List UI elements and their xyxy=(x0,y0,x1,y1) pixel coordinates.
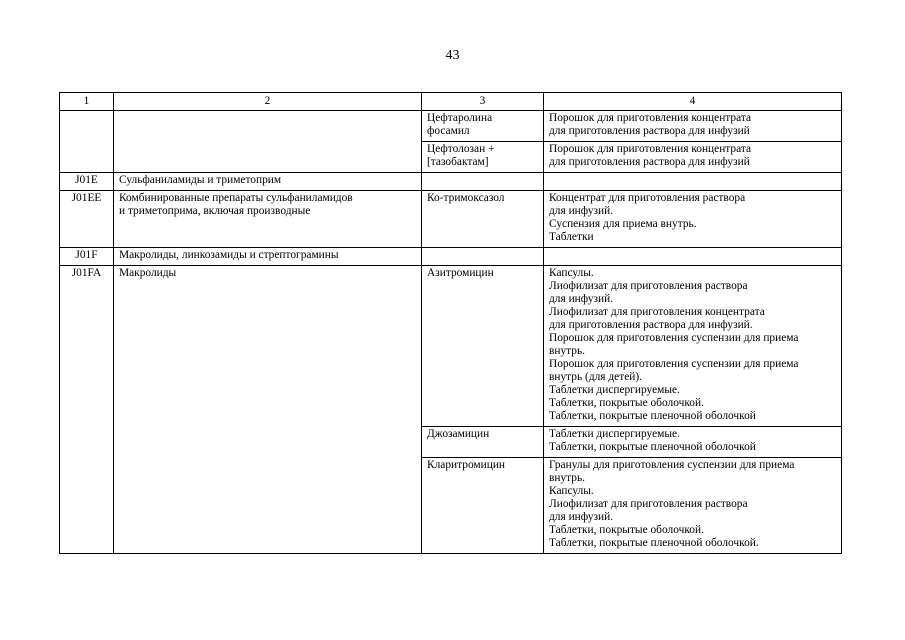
pharm-group-line: Сульфаниламиды и триметоприм xyxy=(119,174,282,186)
dosage-forms-line: Порошок для приготовления суспензии для приема xyxy=(549,332,799,344)
atc-code xyxy=(60,111,114,173)
drug-name-line: Кларитромицин xyxy=(427,459,506,471)
drug-name-line: фосамил xyxy=(427,125,470,137)
table-row xyxy=(60,266,842,427)
atc-code: J01F xyxy=(60,248,114,266)
dosage-forms-line: Лиофилизат для приготовления концентрата xyxy=(549,306,765,318)
dosage-forms-line: Таблетки, покрытые пленочной оболочкой xyxy=(549,441,756,453)
dosage-forms-line: Таблетки, покрытые пленочной оболочкой xyxy=(549,410,756,422)
dosage-forms-line: внутрь (для детей). xyxy=(549,371,643,383)
dosage-forms-line: для инфузий. xyxy=(549,511,614,523)
dosage-forms-line: Лиофилизат для приготовления раствора xyxy=(549,280,748,292)
dosage-forms-line: для инфузий. xyxy=(549,205,614,217)
dosage-forms xyxy=(544,427,842,458)
dosage-forms-line: Порошок для приготовления концентрата xyxy=(549,112,752,124)
dosage-forms-line: для приготовления раствора для инфузий xyxy=(549,156,750,168)
drug-name xyxy=(422,266,544,427)
pharm-group xyxy=(114,191,422,248)
drug-table xyxy=(59,92,842,554)
header-col-4: 4 xyxy=(544,93,842,111)
dosage-forms xyxy=(544,191,842,248)
header-col-2: 2 xyxy=(114,93,422,111)
drug-name-line: [тазобактам] xyxy=(427,156,489,168)
table-row xyxy=(60,191,842,248)
dosage-forms xyxy=(544,142,842,173)
table-row xyxy=(60,111,842,142)
dosage-forms-line: Таблетки диспергируемые. xyxy=(549,428,680,440)
dosage-forms xyxy=(544,248,842,266)
drug-name xyxy=(422,458,544,554)
header-row xyxy=(60,93,842,111)
drug-name-line: Джозамицин xyxy=(427,428,490,440)
dosage-forms-line: внутрь. xyxy=(549,345,586,357)
dosage-forms-line: внутрь. xyxy=(549,472,586,484)
header-col-1: 1 xyxy=(60,93,114,111)
dosage-forms-line: Таблетки диспергируемые. xyxy=(549,384,680,396)
dosage-forms-line: Концентрат для приготовления раствора xyxy=(549,192,746,204)
dosage-forms xyxy=(544,111,842,142)
drug-name xyxy=(422,111,544,142)
dosage-forms-line: Таблетки xyxy=(549,231,594,243)
drug-name-line: Цефтолозан + xyxy=(427,143,495,155)
drug-name xyxy=(422,173,544,191)
dosage-forms-line: Суспензия для приема внутрь. xyxy=(549,218,697,230)
pharm-group xyxy=(114,266,422,554)
pharm-group-line: и триметоприма, включая производные xyxy=(119,205,311,217)
header-col-3: 3 xyxy=(422,93,544,111)
dosage-forms xyxy=(544,173,842,191)
dosage-forms-line: Капсулы. xyxy=(549,485,594,497)
dosage-forms-line: Гранулы для приготовления суспензии для приема xyxy=(549,459,795,471)
drug-name xyxy=(422,248,544,266)
dosage-forms-line: для приготовления раствора для инфузий xyxy=(549,125,750,137)
dosage-forms-line: Таблетки, покрытые оболочкой. xyxy=(549,524,704,536)
dosage-forms xyxy=(544,266,842,427)
dosage-forms-line: Порошок для приготовления суспензии для приема xyxy=(549,358,799,370)
drug-name xyxy=(422,191,544,248)
pharm-group xyxy=(114,173,422,191)
dosage-forms-line: Порошок для приготовления концентрата xyxy=(549,143,752,155)
pharm-group-line: Макролиды, линкозамиды и стрептограмины xyxy=(119,249,339,261)
pharm-group xyxy=(114,111,422,173)
pharm-group xyxy=(114,248,422,266)
drug-name xyxy=(422,427,544,458)
atc-code: J01E xyxy=(60,173,114,191)
drug-name-line: Азитромицин xyxy=(427,267,494,279)
dosage-forms-line: для инфузий. xyxy=(549,293,614,305)
drug-name-line: Цефтаролина xyxy=(427,112,493,124)
dosage-forms-line: Таблетки, покрытые пленочной оболочкой. xyxy=(549,537,759,549)
table-row xyxy=(60,173,842,191)
dosage-forms-line: для приготовления раствора для инфузий. xyxy=(549,319,753,331)
drug-name-line: Ко-тримоксазол xyxy=(427,192,505,204)
pharm-group-line: Комбинированные препараты сульфаниламидов xyxy=(119,192,353,204)
pharm-group-line: Макролиды xyxy=(119,267,177,279)
dosage-forms-line: Лиофилизат для приготовления раствора xyxy=(549,498,748,510)
atc-code: J01EE xyxy=(60,191,114,248)
table-row xyxy=(60,248,842,266)
dosage-forms xyxy=(544,458,842,554)
dosage-forms-line: Таблетки, покрытые оболочкой. xyxy=(549,397,704,409)
drug-name xyxy=(422,142,544,173)
atc-code: J01FA xyxy=(60,266,114,554)
dosage-forms-line: Капсулы. xyxy=(549,267,594,279)
page-number: 43 xyxy=(445,48,460,63)
